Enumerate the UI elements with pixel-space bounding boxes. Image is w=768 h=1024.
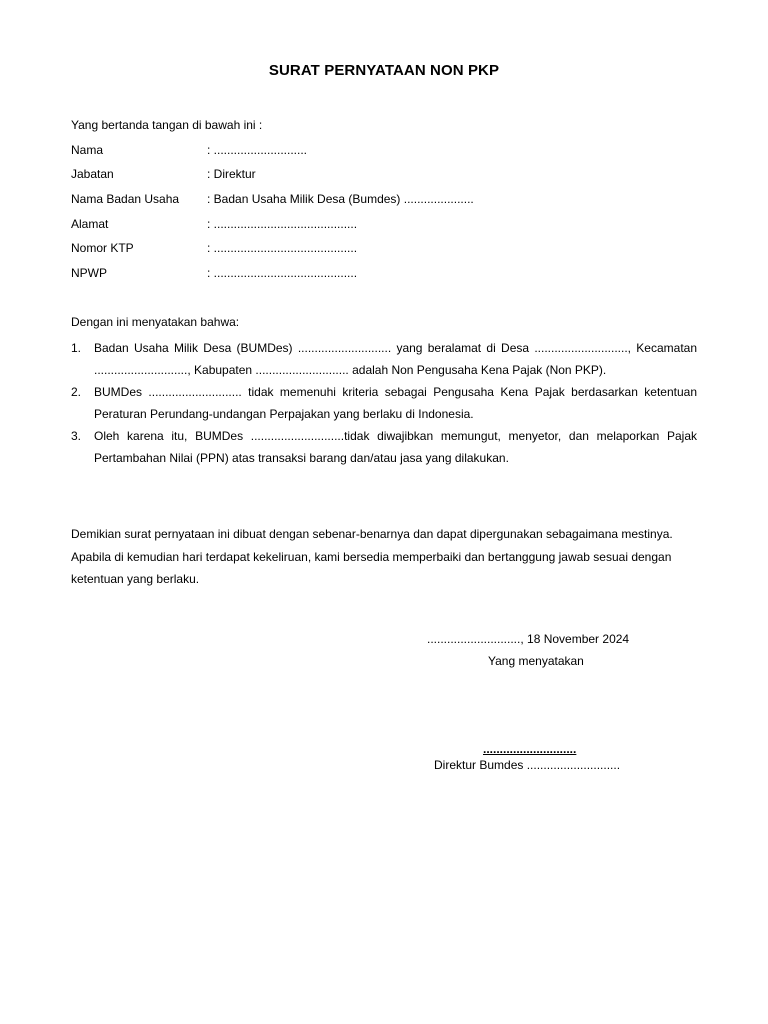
field-value: : ............................ bbox=[207, 143, 308, 157]
field-label: Jabatan bbox=[71, 167, 114, 181]
list-number: 2. bbox=[71, 385, 82, 399]
field-value: : ........................................... bbox=[207, 241, 358, 255]
list-item bbox=[71, 337, 697, 381]
list-item bbox=[71, 425, 697, 469]
closing-paragraph: Demikian surat pernyataan ini dibuat dengan sebenar-benarnya dan dapat dipergunakan sebagaimana mestinya. Apabila di kemudian hari terdapat kekeliruan, kami bersedia memperbaiki dan bertanggung jawab sesuai dengan ketentuan yang berlaku. bbox=[71, 527, 673, 586]
field-label: Alamat bbox=[71, 217, 109, 231]
statement-intro: Dengan ini menyatakan bahwa: bbox=[71, 315, 240, 329]
list-item bbox=[71, 381, 697, 425]
list-text: BUMDes ............................ tidak memenuhi kriteria sebagai Pengusaha Kena Pajak berdasarkan ketentuan Peraturan Perundang-undangan Perpajakan yang berlaku di Indonesia. bbox=[94, 385, 697, 421]
field-value: : ........................................... bbox=[207, 266, 358, 280]
list-number: 1. bbox=[71, 341, 82, 355]
list-number: 3. bbox=[71, 429, 82, 443]
field-value: : Badan Usaha Milik Desa (Bumdes) ..................... bbox=[207, 192, 474, 206]
list-text: Oleh karena itu, BUMDes ............................tidak diwajibkan memungut, menyetor, dan melaporkan Pajak Pertambahan Nilai (PPN) atas transaksi barang dan/atau jasa yang dilakukan. bbox=[94, 429, 697, 465]
declarant-label: Yang menyatakan bbox=[488, 654, 584, 668]
intro-text: Yang bertanda tangan di bawah ini : bbox=[71, 118, 263, 132]
field-label: NPWP bbox=[71, 266, 107, 280]
field-value: : Direktur bbox=[207, 167, 256, 181]
field-label: Nama Badan Usaha bbox=[71, 192, 180, 206]
list-text: Badan Usaha Milik Desa (BUMDes) ............................ yang beralamat di Desa ............................, Kecamatan ............................, Kabupaten ............................ adalah Non Pengusaha Kena Pajak (Non PKP). bbox=[94, 341, 697, 377]
place-date: ............................, 18 November 2024 bbox=[427, 632, 630, 646]
document-title: SURAT PERNYATAAN NON PKP bbox=[268, 62, 500, 79]
field-label: Nama bbox=[71, 143, 104, 157]
statement-list bbox=[71, 337, 697, 469]
signature-name: ............................ bbox=[483, 742, 577, 756]
signature-position: Direktur Bumdes ............................ bbox=[434, 758, 621, 772]
field-label: Nomor KTP bbox=[71, 241, 134, 255]
field-value: : ........................................... bbox=[207, 217, 358, 231]
